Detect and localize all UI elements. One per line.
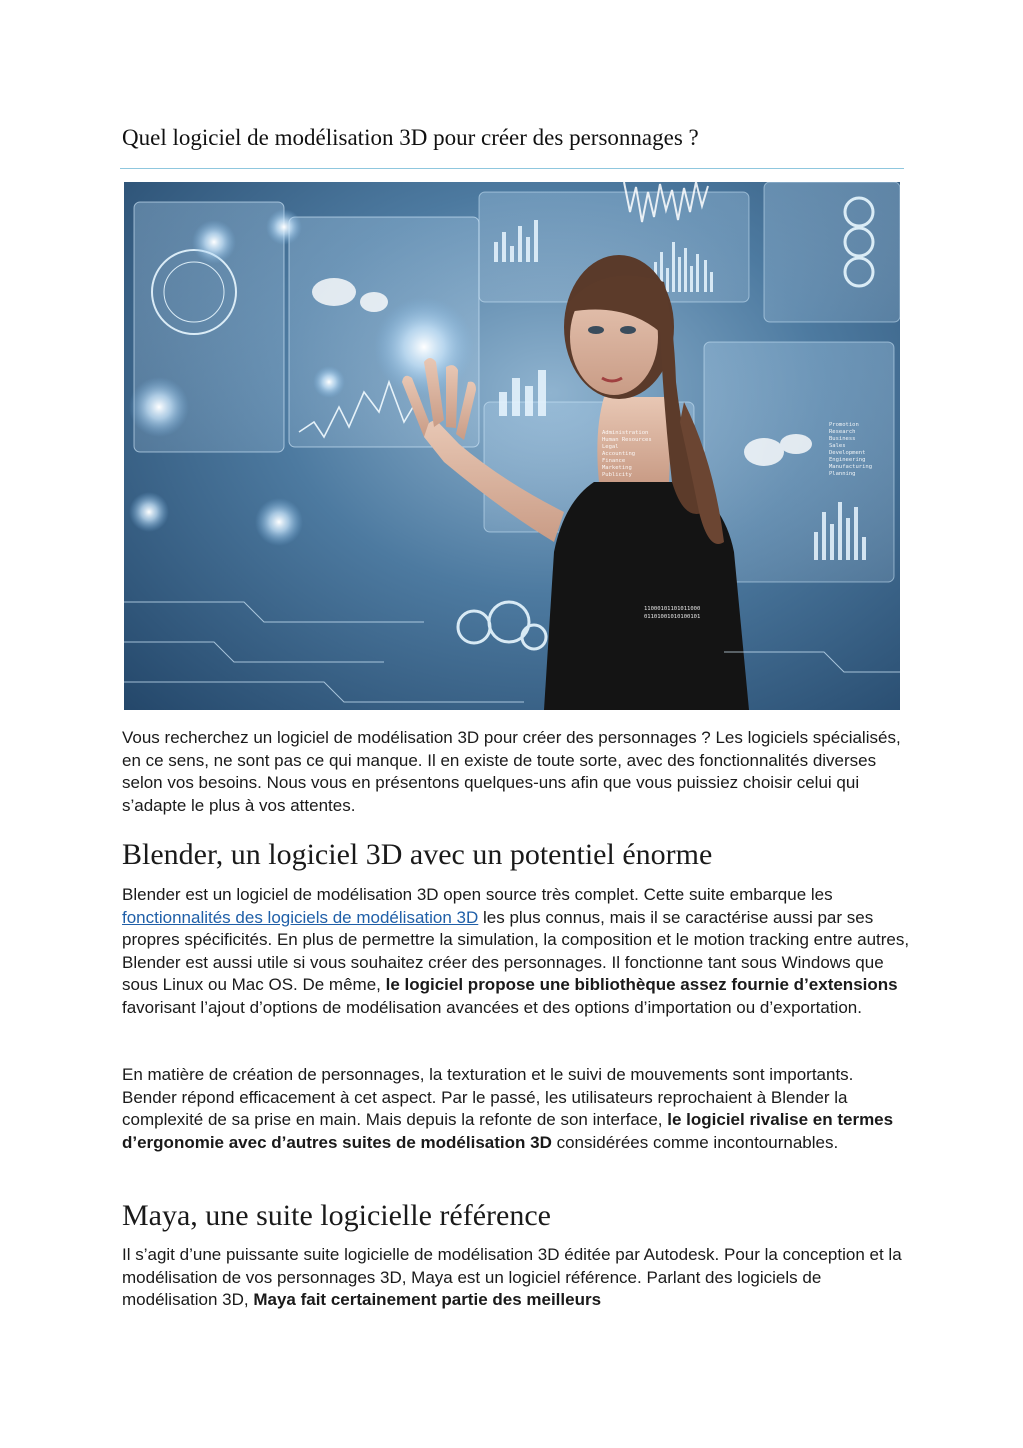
panel-label-right: Sales — [829, 443, 846, 449]
panel-label-right: Research — [829, 429, 856, 435]
title-divider — [120, 168, 904, 169]
text-run: Il s’agit d’une puissante suite logicielle de modélisation 3D éditée par Autodesk. Pour la conception et la modélisation de vos personnages 3D, Maya est un logiciel référence. Parlant des logiciels de modélisation 3D, — [122, 1245, 902, 1309]
bold-text: le logiciel propose une bibliothèque assez fournie d’extensions — [385, 975, 898, 994]
panel-label-right: Development — [829, 450, 866, 456]
panel-label: Human Resources — [602, 437, 652, 443]
panel-label-right: Engineering — [829, 457, 866, 463]
panel-label: Finance — [602, 458, 626, 464]
page-title: Quel logiciel de modélisation 3D pour créer des personnages ? — [122, 125, 699, 150]
panel-label-right: Promotion — [829, 422, 859, 428]
panel-label: Marketing — [602, 465, 632, 471]
hero-illustration — [124, 182, 900, 710]
panel-label-right: Business — [829, 436, 856, 442]
panel-label: Publicity — [602, 472, 632, 478]
panel-label: Legal — [602, 444, 619, 450]
panel-label-right: Planning — [829, 471, 856, 477]
panel-label: Accounting — [602, 451, 636, 457]
intro-paragraph: Vous recherchez un logiciel de modélisation 3D pour créer des personnages ? Les logiciels spécialisés, en ce sens, ne sont pas ce qui manque. Il en existe de toute sorte, avec des fonctionnalités diverses selon vos besoins. Nous vous en présentons quelques-uns afin que vous puissiez choisir celui qui s’adapte le plus à vos attentes. — [122, 728, 901, 815]
text-run: les plus connus, mais il se caractérise aussi par ses propres spécificités. En plus de permettre la simulation, la composition et le motion tracking entre autres, Blender est aussi utile si vous souhaitez créer des personnages. Il fonctionne tant sous Windows que sous Linux ou Mac OS. De même, — [122, 907, 910, 994]
hero-image — [124, 182, 900, 710]
features-link[interactable]: fonctionnalités des logiciels de modélisation 3D — [122, 907, 479, 927]
binary-text: 11000101101011000 — [644, 606, 701, 612]
section-heading-maya: Maya, une suite logicielle référence — [122, 1199, 551, 1232]
blender-paragraph-2 — [122, 1064, 912, 1154]
text-run: considérées comme incontournables. — [551, 1132, 839, 1152]
section-heading-blender: Blender, un logiciel 3D avec un potentiel énorme — [122, 838, 713, 871]
bold-text: Maya fait certainement partie des meilleurs — [253, 1290, 602, 1309]
text-run: Blender est un logiciel de modélisation 3D open source très complet. Cette suite embarque les — [122, 885, 833, 904]
panel-label: Administration — [602, 430, 649, 436]
bold-text: le logiciel rivalise en termes d’ergonomie avec d’autres suites de modélisation 3D — [122, 1110, 894, 1152]
binary-text: 01101001010100101 — [644, 614, 701, 620]
blender-paragraph-1 — [122, 884, 912, 1019]
panel-label-right: Manufacturing — [829, 464, 873, 470]
maya-paragraph-1 — [122, 1244, 912, 1312]
text-run: favorisant l’ajout d’options de modélisation avancées et des options d’importation ou d’exportation. — [122, 997, 862, 1017]
text-run: En matière de création de personnages, la texturation et le suivi de mouvements sont importants. Bender répond efficacement à cet aspect. Par le passé, les utilisateurs reprochaient à Blender la complexité de sa prise en main. Mais depuis la refonte de son interface, — [122, 1065, 854, 1129]
